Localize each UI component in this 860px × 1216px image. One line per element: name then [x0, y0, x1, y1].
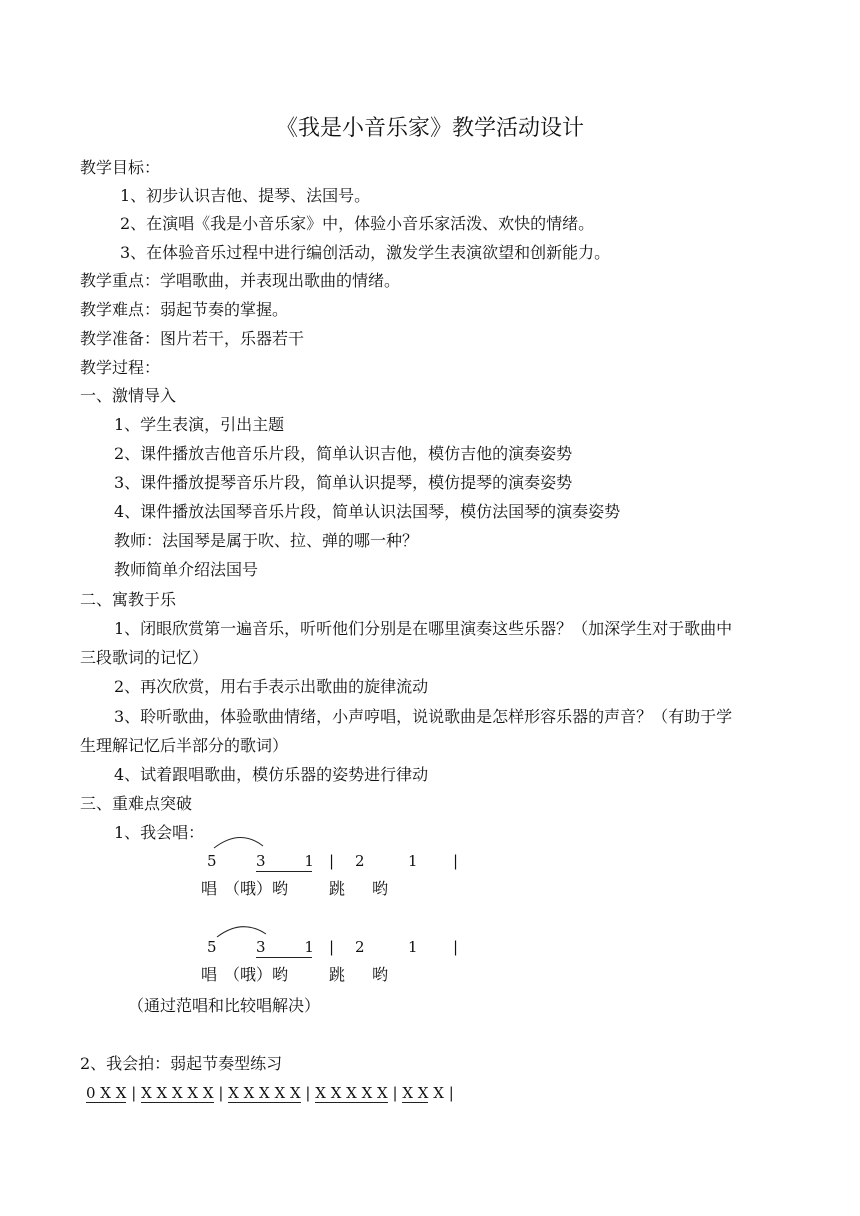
- section-2-practice-title: 2、我会拍：弱起节奏型练习: [80, 1054, 283, 1073]
- note-1b: 1: [408, 852, 418, 870]
- s2-item-3b: 生理解记忆后半部分的歌词）: [80, 736, 289, 755]
- page-title: 《我是小音乐家》教学活动设计: [275, 116, 584, 141]
- s2-item-3a: 3、聆听歌曲，体验歌曲情绪，小声哼唱，说说歌曲是怎样形容乐器的声音？（有助于学: [114, 707, 733, 726]
- rhythm-measure-2: X X X X X: [141, 1084, 214, 1102]
- note-1: 1: [304, 852, 314, 870]
- note-2: 2: [355, 938, 365, 956]
- section-1-heading: 一、激情导入: [80, 386, 177, 405]
- s3-item-1: 1、我会唱：: [114, 823, 205, 842]
- barline: |: [392, 1084, 398, 1102]
- section-2-heading: 二、寓教于乐: [80, 590, 177, 609]
- s1-item-4: 4、课件播放法国琴音乐片段，简单认识法国琴，模仿法国琴的演奏姿势: [114, 502, 621, 521]
- s2-item-1a: 1、闭眼欣赏第一遍音乐，听听他们分别是在哪里演奏这些乐器？（加深学生对于歌曲中: [114, 619, 733, 638]
- lyric-chang: 唱: [201, 879, 218, 898]
- barline: |: [305, 1084, 311, 1102]
- goals-heading: 教学目标：: [80, 158, 161, 177]
- difficulty: 教学难点：弱起节奏的掌握。: [80, 300, 289, 319]
- lyric-o-yo: （哦）哟: [224, 879, 289, 898]
- barline: |: [453, 938, 459, 956]
- barline: |: [448, 1084, 454, 1102]
- teacher-question: 教师：法国琴是属于吹、拉、弹的哪一种？: [114, 531, 419, 550]
- rhythm-pattern: [86, 1082, 454, 1104]
- rhythm-measure-1: 0 X X: [86, 1084, 127, 1102]
- note-3: 3: [256, 852, 266, 870]
- preparation: 教学准备：图片若干，乐器若干: [80, 329, 305, 348]
- lyric-tiao: 跳: [329, 965, 346, 984]
- goal-1: 1、初步认识吉他、提琴、法国号。: [120, 186, 371, 205]
- process-heading: 教学过程：: [80, 358, 161, 377]
- rhythm-measure-5-tail: X: [428, 1084, 444, 1102]
- lyric-o-yo: （哦）哟: [224, 965, 289, 984]
- barline: |: [218, 1084, 224, 1102]
- goal-2: 2、在演唱《我是小音乐家》中，体验小音乐家活泼、欢快的情绪。: [120, 214, 595, 233]
- section-3-heading: 三、重难点突破: [80, 794, 193, 813]
- lyric-tiao: 跳: [329, 879, 346, 898]
- teacher-intro: 教师简单介绍法国号: [114, 560, 259, 579]
- note-1: 1: [304, 938, 314, 956]
- s1-item-3: 3、课件播放提琴音乐片段，简单认识提琴，模仿提琴的演奏姿势: [114, 473, 573, 492]
- barline: |: [453, 852, 459, 870]
- note-1b: 1: [408, 938, 418, 956]
- barline: |: [131, 1084, 137, 1102]
- s2-item-4: 4、试着跟唱歌曲，模仿乐器的姿势进行律动: [114, 765, 429, 784]
- rhythm-measure-4: X X X X X: [315, 1084, 388, 1102]
- s2-item-1b: 三段歌词的记忆）: [80, 648, 209, 667]
- note-2: 2: [355, 852, 365, 870]
- note-group-3-1: [256, 937, 312, 958]
- rhythm-measure-3: X X X X X: [228, 1084, 301, 1102]
- note-5: 5: [207, 852, 217, 870]
- goal-3: 3、在体验音乐过程中进行编创活动，激发学生表演欲望和创新能力。: [120, 243, 611, 262]
- s1-item-1: 1、学生表演，引出主题: [114, 415, 285, 434]
- lyric-chang: 唱: [201, 965, 218, 984]
- solution-note: （通过范唱和比较唱解决）: [128, 996, 321, 1015]
- key-point: 教学重点：学唱歌曲，并表现出歌曲的情绪。: [80, 271, 401, 290]
- s2-item-2: 2、再次欣赏，用右手表示出歌曲的旋律流动: [114, 677, 429, 696]
- s1-item-2: 2、课件播放吉他音乐片段，简单认识吉他，模仿吉他的演奏姿势: [114, 444, 573, 463]
- rhythm-measure-5: X X: [402, 1084, 429, 1102]
- lyric-yo: 哟: [372, 879, 389, 898]
- barline: |: [329, 852, 335, 870]
- note-3: 3: [256, 938, 266, 956]
- lyric-yo: 哟: [372, 965, 389, 984]
- note-5: 5: [207, 938, 217, 956]
- barline: |: [329, 938, 335, 956]
